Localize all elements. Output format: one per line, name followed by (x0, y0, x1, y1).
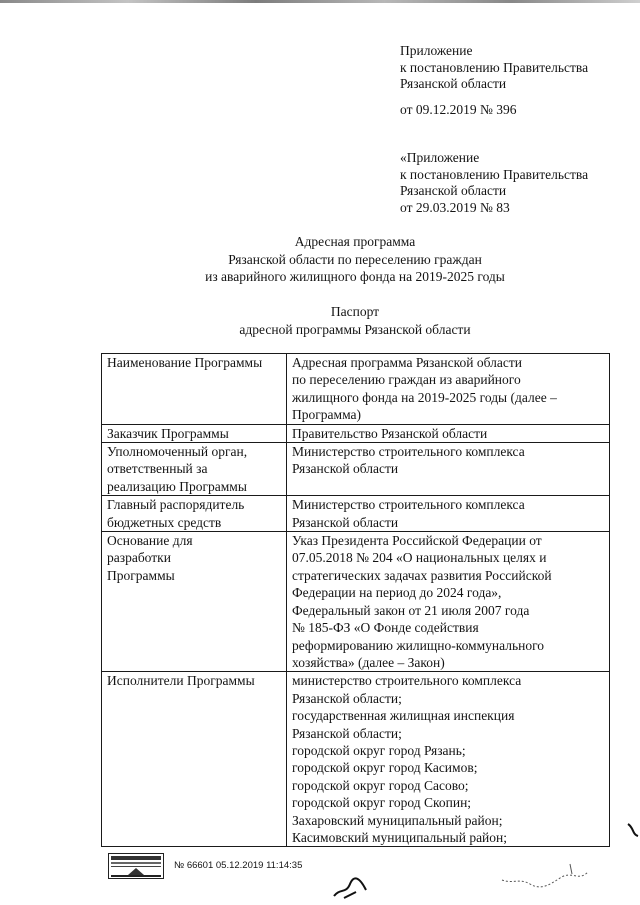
program-title (0, 233, 640, 286)
appendix-date: от 09.12.2019 № 396 (400, 101, 517, 117)
title-line: Адресная программа (294, 234, 416, 249)
row-key (102, 672, 287, 847)
value-line: Рязанской области (292, 461, 399, 477)
appendix-line: Приложение (400, 43, 473, 58)
passport-table (101, 353, 610, 847)
key-line: разработки (107, 550, 171, 566)
appendix-line: от 29.03.2019 № 83 (400, 199, 510, 215)
value-line: 07.05.2018 № 204 «О национальных целях и (292, 550, 547, 566)
signature-mark-icon (330, 870, 370, 900)
value-line: Захаровский муниципальный район; (292, 812, 503, 828)
key-line: Уполномоченный орган, (107, 444, 248, 460)
value-line: государственная жилищная инспекция (292, 708, 515, 724)
key-line: Основание для (107, 533, 193, 549)
value-line: городской округ город Сасово; (292, 777, 469, 793)
appendix-line: Рязанской области (400, 76, 507, 91)
passport-title (0, 303, 640, 338)
value-line: № 185-ФЗ «О Фонде содействия (292, 620, 479, 636)
value-line: реформированию жилищно-коммунального (292, 637, 545, 653)
table-row (102, 424, 610, 442)
key-line: Главный распорядитель (107, 497, 245, 513)
value-line: городской округ город Скопин; (292, 795, 472, 811)
row-value (287, 496, 610, 532)
registration-number: № 66601 05.12.2019 11:14:35 (174, 860, 303, 871)
row-value (287, 354, 610, 425)
previous-appendix-header (400, 150, 588, 216)
value-line: Рязанской области (292, 514, 399, 530)
table-row (102, 532, 610, 672)
row-value (287, 672, 610, 847)
row-value (287, 424, 610, 442)
appendix-line: Рязанской области (400, 183, 507, 198)
value-line: жилищного фонда на 2019-2025 годы (далее – (292, 389, 557, 405)
value-line: Правительство Рязанской области (292, 425, 488, 441)
title-line: Рязанской области по переселению граждан (228, 251, 482, 267)
value-line: по переселению граждан из аварийного (292, 372, 521, 388)
edge-mark-icon (626, 820, 640, 840)
key-line: бюджетных средств (107, 514, 222, 530)
handwritten-note-icon (500, 860, 590, 895)
row-key (102, 532, 287, 672)
value-line: хозяйства» (далее – Закон) (292, 654, 445, 670)
title-line: Паспорт (330, 304, 380, 319)
key-line: Заказчик Программы (107, 425, 229, 441)
table-row (102, 496, 610, 532)
value-line: городской округ город Рязань; (292, 742, 466, 758)
key-line: Наименование Программы (107, 355, 263, 370)
row-value (287, 532, 610, 672)
value-line: Указ Президента Российской Федерации от (292, 533, 542, 549)
row-key (102, 424, 287, 442)
table-row (102, 354, 610, 425)
government-stamp-icon (108, 853, 164, 879)
table-row (102, 672, 610, 847)
appendix-line: к постановлению Правительства (400, 166, 589, 182)
row-key (102, 496, 287, 532)
value-line: стратегических задачах развития Российской (292, 567, 552, 583)
appendix-line: к постановлению Правительства (400, 59, 589, 75)
key-line: Исполнители Программы (107, 673, 255, 689)
row-value (287, 443, 610, 496)
value-line: Министерство строительного комплекса (292, 497, 525, 513)
value-line: городской округ город Касимов; (292, 760, 478, 776)
title-line: из аварийного жилищного фонда на 2019-2025 годы (205, 269, 505, 284)
value-line: Программа) (292, 407, 362, 423)
appendix-line: «Приложение (400, 150, 480, 165)
row-key (102, 443, 287, 496)
value-line: Федерации на период до 2024 года», (292, 585, 502, 601)
value-line: Министерство строительного комплекса (292, 444, 525, 460)
key-line: Программы (107, 567, 175, 583)
table-row (102, 443, 610, 496)
key-line: реализацию Программы (107, 478, 247, 494)
value-line: Федеральный закон от 21 июля 2007 года (292, 602, 530, 618)
value-line: Рязанской области; (292, 725, 402, 741)
value-line: Адресная программа Рязанской области (292, 355, 522, 370)
appendix-header (400, 43, 588, 118)
value-line: министерство строительного комплекса (292, 673, 522, 689)
value-line: Касимовский муниципальный район; (292, 829, 508, 845)
page-top-edge (0, 0, 640, 3)
title-line: адресной программы Рязанской области (239, 321, 471, 337)
row-key (102, 354, 287, 425)
key-line: ответственный за (107, 461, 208, 477)
value-line: Рязанской области; (292, 690, 402, 706)
